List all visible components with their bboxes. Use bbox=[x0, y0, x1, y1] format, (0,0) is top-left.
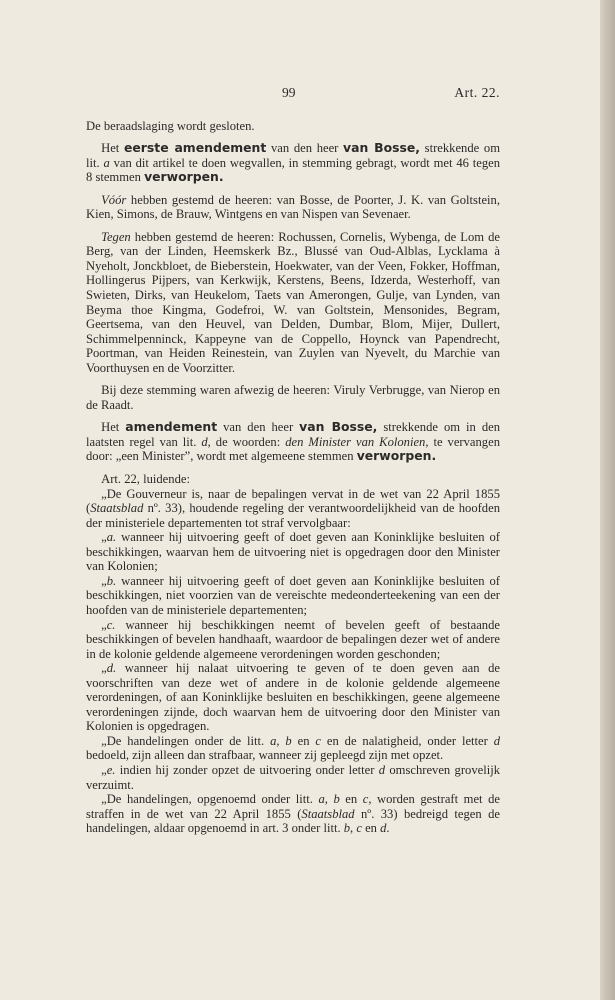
text-run: wanneer hij uitvoering geeft of doet geven aan Koninklijke besluiten of beschikkingen, waarvan hem de uitvoering niet is opgedragen door den Minister van Kolonien; bbox=[86, 530, 500, 574]
paragraph-punishable bbox=[86, 734, 500, 763]
text-run: strekkende om lit. bbox=[86, 141, 500, 170]
paragraph-article-intro bbox=[86, 472, 500, 487]
italic-text: Vóór bbox=[101, 192, 127, 207]
text-run: omschreven grovelijk verzuimt. bbox=[86, 762, 500, 792]
italic-text: Tegen bbox=[101, 229, 131, 244]
italic-text: d bbox=[378, 762, 386, 777]
text-run: Het bbox=[101, 141, 124, 156]
text-run: te vervangen door: „een Minister”, wordt met algemeene stemmen bbox=[86, 434, 500, 464]
text-run: eerste amendement bbox=[123, 140, 267, 156]
text-run: en de nalatigheid, onder letter bbox=[320, 733, 494, 748]
text-run: amendement bbox=[125, 419, 218, 435]
italic-text: a. bbox=[106, 530, 117, 545]
text-run: „ bbox=[101, 661, 107, 676]
page-number: 99 bbox=[282, 85, 296, 100]
text-run: „De Gouverneur is, naar de bepalingen vervat in de wet van 22 April 1855 ( bbox=[86, 486, 500, 516]
text-run: wanneer hij beschikkingen neemt of bevelen geeft of bestaande beschikkingen of bevelen handhaaft, waardoor de bepalingen dezer wet of andere in de kolonie geldende algemeene verordeningen worden geschonden; bbox=[86, 617, 500, 661]
text-run: verworpen. bbox=[356, 448, 437, 464]
clause-c bbox=[86, 618, 500, 662]
text-run: „ bbox=[101, 617, 107, 632]
text-run: „De handelingen onder de litt. bbox=[101, 733, 271, 748]
text-run: De beraadslaging wordt gesloten. bbox=[86, 118, 255, 133]
paragraph-first-amendment bbox=[86, 141, 500, 185]
italic-text: b bbox=[285, 733, 292, 748]
text-run: van dit artikel te doen wegvallen, in stemming gebragt, wordt met 46 tegen 8 stemmen bbox=[86, 155, 500, 185]
text-run: en bbox=[339, 792, 363, 807]
text-run: hebben gestemd de heeren: van Bosse, de Poorter, J. K. van Goltstein, Kien, Simons, de Brauw, Wintgens en van Nispen van Sevenaer. bbox=[86, 192, 500, 222]
paragraph-second-amendment bbox=[86, 420, 500, 464]
italic-text: a bbox=[318, 792, 325, 807]
paragraph-penalties bbox=[86, 792, 500, 836]
text-run: , de woorden: bbox=[207, 434, 286, 449]
text-run: . bbox=[386, 821, 390, 836]
paragraph-debate-closed bbox=[86, 119, 500, 134]
text-run: hebben gestemd de heeren: Rochussen, Cornelis, Wybenga, de Lom de Berg, van der Linden, Heemskerk Bz., Blussé van Oud-Alblas, Lycklama à Nyeholt, Jonckbloet, de Bieberstein, Hoekwater, van der Veen, Fokker, Hoffman, Hollingerus Pijpers, van Kerkwijk, Kerstens, Beens, Idzerda, Westerhoff, van Swieten, Dirks, van Heukelom, Taets van Amerongen, Gulje, van Lynden, van Beyma thoe Kingma, Godefroi, W. van Goltstein, Mensonides, Begram, Geertsema, van den Heuvel, van Delden, Dumbar, Blom, Mijer, Dullert, Schimmelpenninck, Kappeyne van de Coppello, Hoynck van Papendrecht, Poortman, van Heiden Reinestein, van Zuylen van Nyevelt, du Marchie van Voorthuysen en de Voorzitter. bbox=[86, 229, 500, 375]
clause-a bbox=[86, 530, 500, 574]
italic-text: d. bbox=[106, 661, 117, 676]
text-run: , bbox=[350, 821, 357, 836]
text-run: Het bbox=[101, 420, 126, 435]
text-run: indien hij zonder opzet de uitvoering onder letter bbox=[115, 762, 379, 777]
text-run: van den heer bbox=[217, 420, 300, 435]
italic-text: den Minister van Kolonien, bbox=[285, 434, 429, 449]
text-run: Bij deze stemming waren afwezig de heeren: Viruly Verbrugge, van Nierop en de Raadt. bbox=[86, 383, 500, 412]
text-run: van Bosse, bbox=[343, 140, 420, 156]
text-run: wanneer hij nalaat uitvoering te geven of te doen geven aan de voorschriften van deze wet of andere in de kolonie geldende algemeene verordeningen, of aan Koninklijke besluiten en beschikkingen, geene algemeene verordeningen zijnde, doch waarvan hem de uitvoering door den Minister van Kolonien is opgedragen. bbox=[86, 661, 500, 734]
text-run: en bbox=[361, 821, 381, 836]
text-run: „De handelingen, opgenoemd onder litt. bbox=[101, 792, 319, 807]
article-reference: Art. 22. bbox=[454, 85, 500, 100]
text-run: , bbox=[324, 792, 334, 807]
italic-text: a bbox=[103, 155, 110, 170]
clause-b bbox=[86, 574, 500, 618]
text-run: en bbox=[291, 733, 316, 748]
italic-text: Staatsblad bbox=[301, 806, 355, 821]
page-edge bbox=[600, 0, 615, 1000]
text-run: van den heer bbox=[266, 141, 344, 156]
text-run: wanneer hij uitvoering geeft of doet geven aan Koninklijke besluiten of beschikkingen, niet voorzien van de vereischte medeonderteekening van een der hoofden van de ministeriele departementen; bbox=[86, 573, 500, 617]
italic-text: d bbox=[380, 821, 387, 836]
italic-text: c bbox=[362, 792, 369, 807]
italic-text: Staatsblad bbox=[90, 501, 144, 516]
italic-text: c bbox=[356, 821, 362, 836]
paragraph-absent bbox=[86, 383, 500, 412]
text-run: „ bbox=[101, 530, 107, 545]
text-run: „ bbox=[101, 573, 107, 588]
italic-text: d bbox=[493, 733, 501, 748]
text-run: , worden gestraft met de straffen in de wet van 22 April 1855 ( bbox=[86, 792, 500, 821]
paragraph-votes-against bbox=[86, 230, 500, 375]
text-run: , bbox=[276, 733, 286, 748]
text-run: nº. 33) bedreigd tegen de handelingen, aldaar opgenoemd in art. 3 onder litt. bbox=[86, 806, 500, 836]
text-run: verworpen. bbox=[144, 169, 224, 185]
italic-text: c. bbox=[106, 617, 116, 632]
text-run: „ bbox=[101, 762, 107, 777]
running-header bbox=[86, 86, 500, 101]
italic-text: b bbox=[343, 821, 351, 836]
italic-text: d bbox=[201, 434, 208, 449]
page-content bbox=[86, 86, 500, 836]
text-run: bedoeld, zijn alleen dan strafbaar, wanneer zij gepleegd zijn met opzet. bbox=[86, 748, 444, 763]
paragraph-governor bbox=[86, 487, 500, 531]
text-run: strekkende om in den laatsten regel van lit. bbox=[86, 420, 501, 449]
italic-text: e. bbox=[106, 762, 116, 777]
text-run: Art. 22, luidende: bbox=[101, 472, 190, 487]
text-run: nº. 33), houdende regeling der verantwoordelijkheid van de hoofden der ministeriele departementen tot straf vervolgbaar: bbox=[86, 501, 500, 530]
clause-e bbox=[86, 763, 500, 792]
paragraph-votes-for bbox=[86, 193, 500, 222]
italic-text: b bbox=[333, 792, 340, 807]
clause-d bbox=[86, 661, 500, 734]
italic-text: c bbox=[315, 733, 321, 748]
italic-text: b. bbox=[106, 573, 117, 588]
italic-text: a bbox=[270, 733, 277, 748]
text-run: van Bosse, bbox=[299, 419, 378, 435]
